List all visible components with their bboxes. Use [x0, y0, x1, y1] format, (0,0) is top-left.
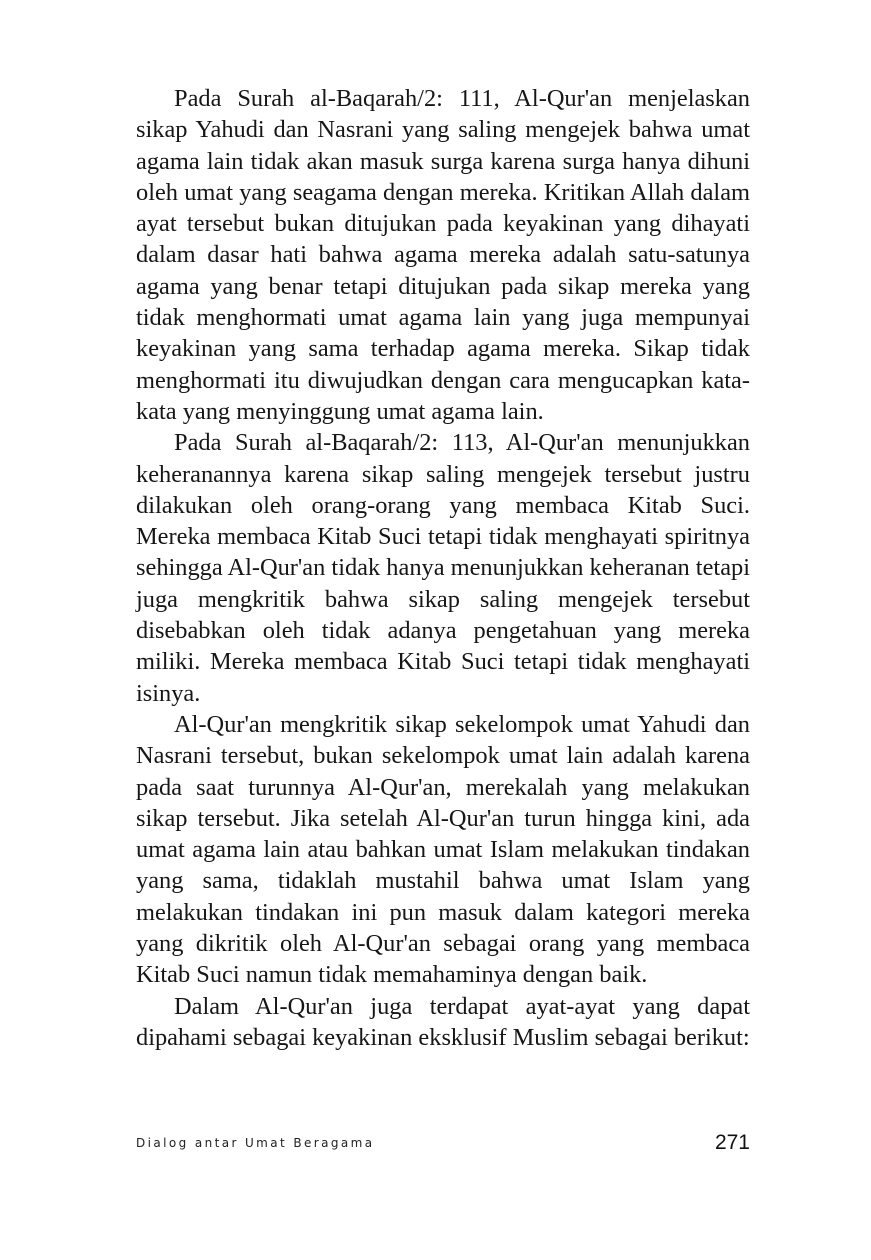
paragraph: Pada Surah al-Baqarah/2: 111, Al-Qur'an menjelaskan sikap Yahudi dan Nasrani yang saling mengejek bahwa umat agama lain tidak akan masuk surga karena surga hanya dihuni oleh umat yang seagama dengan mereka. Kritikan Allah dalam ayat tersebut bukan ditujukan pada keyakinan yang dihayati dalam dasar hati bahwa agama mereka adalah satu-satunya agama yang benar tetapi ditujukan pada sikap mereka yang tidak menghormati umat agama lain yang juga mempunyai keyakinan yang sama terhadap agama mereka. Sikap tidak menghormati itu diwujudkan dengan cara mengucapkan kata-kata yang menyinggung umat agama lain.: [136, 85, 750, 425]
body-text: [136, 83, 750, 1053]
page-number: 271: [714, 1131, 750, 1154]
paragraph: Pada Surah al-Baqarah/2: 113, Al-Qur'an menunjukkan keheranannya karena sikap saling mengejek tersebut justru dilakukan oleh orang-orang yang membaca Kitab Suci. Mereka membaca Kitab Suci tetapi tidak menghayati spiritnya sehingga Al-Qur'an tidak hanya menunjukkan keheranan tetapi juga mengkritik bahwa sikap saling mengejek tersebut disebabkan oleh tidak adanya pengetahuan yang mereka miliki. Mereka membaca Kitab Suci tetapi tidak menghayati isinya.: [136, 429, 750, 707]
paragraph: Al-Qur'an mengkritik sikap sekelompok umat Yahudi dan Nasrani tersebut, bukan sekelompok umat lain adalah karena pada saat turunnya Al-Qur'an, merekalah yang melakukan sikap tersebut. Jika setelah Al-Qur'an turun hingga kini, ada umat agama lain atau bahkan umat Islam melakukan tindakan yang sama, tidaklah mustahil bahwa umat Islam yang melakukan tindakan ini pun masuk dalam kategori mereka yang dikritik oleh Al-Qur'an sebagai orang yang membaca Kitab Suci namun tidak memahaminya dengan baik.: [136, 710, 750, 989]
running-footer-title: Dialog antar Umat Beragama: [136, 1136, 375, 1150]
paragraph: Dalam Al-Qur'an juga terdapat ayat-ayat yang dapat dipahami sebagai keyakinan eksklusif Muslim sebagai berikut:: [136, 992, 750, 1051]
